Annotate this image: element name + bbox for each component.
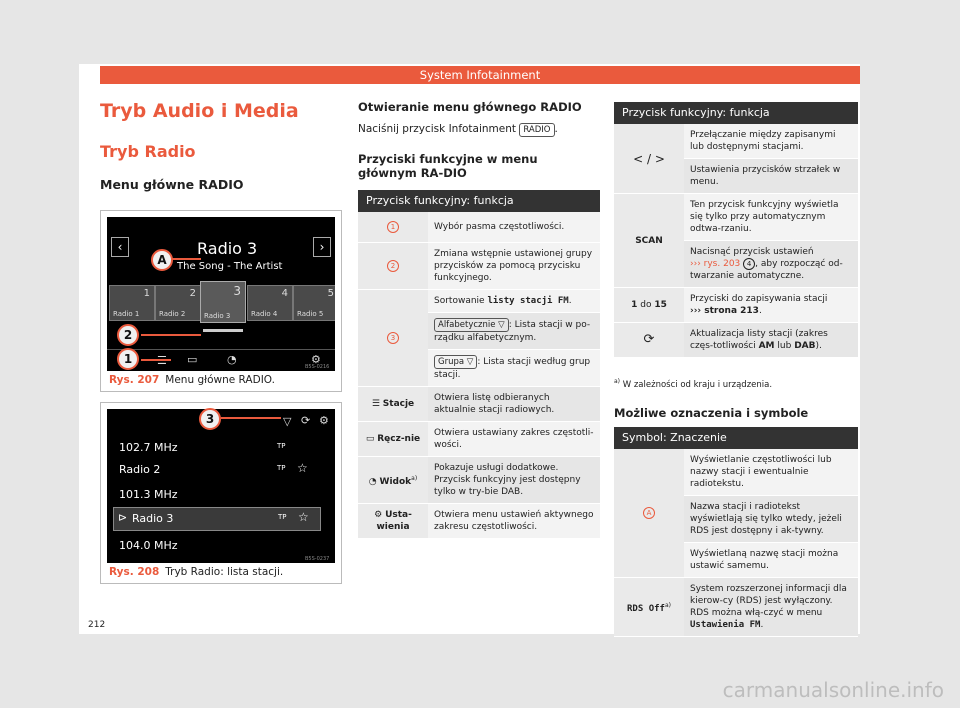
marker-1: 1 bbox=[117, 348, 139, 370]
favorite-star-icon: ☆ bbox=[298, 510, 309, 524]
row-text: Nazwa stacji i radiotekst wyświetlają się tylko wtedy, jeżeli RDS jest dostępny i ak-tywny. bbox=[684, 496, 858, 543]
radio-screen bbox=[107, 217, 335, 371]
sort-end: . bbox=[568, 296, 572, 306]
table-row bbox=[358, 212, 600, 243]
preset-text: Przyciski do zapisywania stacji bbox=[690, 294, 828, 304]
row-text: Ustawienia przycisków strzałek w menu. bbox=[684, 159, 858, 194]
tp-badge: TP bbox=[277, 442, 286, 450]
row-text: Przełączanie między zapisanymi lub dostępnymi stacjami. bbox=[684, 124, 858, 159]
preset-num: 5 bbox=[327, 288, 334, 299]
footnote-ref: a) bbox=[411, 474, 418, 482]
row-text: Zmiana wstępnie ustawionej grupy przycisków za pomocą przycisku funkcyjnego. bbox=[428, 243, 600, 290]
alphabetical-text: : Lista stacji w po-rządku alfabetycznym. bbox=[434, 320, 591, 343]
tp-badge: TP bbox=[277, 464, 286, 472]
caption-text: Tryb Radio: lista stacji. bbox=[165, 566, 284, 578]
refresh-icon: ⟳ bbox=[301, 414, 311, 427]
favorite-star-icon: ☆ bbox=[297, 461, 308, 475]
preset-from: 1 bbox=[631, 300, 638, 310]
view-icon: ◔ bbox=[368, 476, 377, 487]
table-row bbox=[614, 288, 858, 323]
scan-instruction: Nacisnąć przycisk ustawień bbox=[690, 247, 814, 257]
figure-reference: ››› rys. 203 bbox=[690, 259, 741, 269]
table-row bbox=[614, 194, 858, 241]
preset-label: Radio 3 bbox=[204, 312, 231, 320]
station-row bbox=[107, 459, 335, 481]
section-title-function-buttons: Przyciski funkcyjne w menu głównym RA-DIO bbox=[358, 152, 538, 180]
preset-tile bbox=[293, 285, 335, 321]
key-2 bbox=[358, 243, 428, 290]
table-row bbox=[614, 578, 858, 637]
marker-2: 2 bbox=[117, 324, 139, 346]
rds-text: System rozszerzonej informacji dla kierow-cy (RDS) jest wyłączony. RDS można włą-czyć w menu bbox=[690, 584, 847, 618]
play-icon: ⊳ bbox=[118, 511, 128, 524]
rds-off-label: RDS Off bbox=[627, 603, 665, 614]
row-text: Otwiera ustawiany zakres częstotli-wości. bbox=[428, 422, 600, 457]
footnote bbox=[614, 378, 772, 390]
preset-tile bbox=[247, 285, 293, 321]
table-row bbox=[358, 457, 600, 504]
update-end: ). bbox=[815, 341, 822, 351]
station-name: Radio 2 bbox=[119, 463, 161, 476]
tp-badge: TP bbox=[278, 513, 287, 521]
preset-num: 4 bbox=[281, 288, 288, 299]
key-stations bbox=[358, 387, 428, 422]
row-text: Otwiera listę odbieranych aktualnie stacji radiowych. bbox=[428, 387, 600, 422]
station-row-selected bbox=[113, 507, 321, 531]
function-table-right bbox=[614, 102, 858, 358]
row-text: Ten przycisk funkcyjny wyświetla się tylko przy automatycznym odtwa-rzaniu. bbox=[684, 194, 858, 241]
preset-bar bbox=[203, 329, 243, 332]
station-list-screen bbox=[107, 409, 335, 563]
row-text bbox=[684, 288, 858, 323]
page-reference: ››› strona 213 bbox=[690, 306, 759, 316]
key-rds-off bbox=[614, 578, 684, 637]
open-menu-end: . bbox=[554, 123, 558, 135]
heading-2: Tryb Radio bbox=[100, 142, 196, 161]
section-title-symbols: Możliwe oznaczenia i symbole bbox=[614, 406, 809, 420]
figure-code: B5S-0237 bbox=[305, 556, 330, 562]
key-3 bbox=[358, 290, 428, 387]
next-station-icon: › bbox=[313, 237, 331, 257]
table-header: Przycisk funkcyjny: funkcja bbox=[358, 190, 600, 212]
footnote-ref: a) bbox=[664, 601, 671, 609]
preset-to-word: do bbox=[640, 300, 652, 310]
station-title: Radio 3 bbox=[197, 239, 258, 258]
list-icon: ☰ bbox=[371, 399, 380, 409]
group-button: Grupa ▽ bbox=[434, 355, 477, 369]
rds-text-end: . bbox=[760, 620, 764, 630]
row-text bbox=[684, 323, 858, 358]
open-menu-instruction: Naciśnij przycisk Infotainment bbox=[358, 123, 517, 135]
figure-caption bbox=[109, 374, 275, 386]
preset-label: Radio 1 bbox=[113, 310, 140, 318]
manual-icon: ▭ bbox=[365, 434, 375, 444]
table-header: Przycisk funkcyjny: funkcja bbox=[614, 102, 858, 124]
circled-number-3: 3 bbox=[387, 332, 399, 344]
refresh-icon: ⟳ bbox=[614, 323, 684, 358]
open-menu-text bbox=[358, 122, 558, 137]
marker-a: A bbox=[151, 249, 173, 271]
alphabetical-button: Alfabetycznie ▽ bbox=[434, 318, 509, 332]
figure-radio-main bbox=[100, 210, 342, 392]
heading-3: Menu główne RADIO bbox=[100, 177, 244, 192]
symbol-table bbox=[614, 427, 858, 637]
key-a bbox=[614, 449, 684, 578]
marker-3: 3 bbox=[199, 408, 221, 430]
callout-line-1 bbox=[141, 359, 171, 361]
preset-num: 2 bbox=[189, 288, 196, 299]
preset-tile bbox=[155, 285, 201, 321]
circled-letter-a: A bbox=[643, 507, 655, 519]
caption-number: Rys. 207 bbox=[109, 374, 160, 386]
update-or: lub bbox=[777, 341, 792, 351]
filter-icon: ▽ bbox=[283, 415, 292, 428]
row-text: Wybór pasma częstotliwości. bbox=[428, 212, 600, 243]
table-row bbox=[614, 323, 858, 358]
preset-label: Radio 2 bbox=[159, 310, 186, 318]
footnote-mark: a) bbox=[614, 378, 621, 385]
table-row bbox=[358, 422, 600, 457]
preset-label: Radio 5 bbox=[297, 310, 324, 318]
station-name: 102.7 MHz bbox=[119, 441, 178, 454]
caption-number: Rys. 208 bbox=[109, 566, 160, 578]
station-subtitle: The Song - The Artist bbox=[177, 261, 283, 272]
key-settings bbox=[358, 504, 428, 539]
key-label: Widok bbox=[379, 476, 412, 487]
station-name: 101.3 MHz bbox=[119, 488, 178, 501]
caption-text: Menu główne RADIO. bbox=[165, 374, 275, 386]
update-text: Aktualizacja listy stacji (zakres częs-totliwości bbox=[690, 329, 828, 351]
station-name: 104.0 MHz bbox=[119, 539, 178, 552]
key-label: Ręcz-nie bbox=[377, 434, 421, 444]
circled-number-2: 2 bbox=[387, 260, 399, 272]
callout-line-2 bbox=[141, 334, 201, 336]
settings-icon: ⚙ bbox=[311, 353, 321, 366]
station-row bbox=[107, 437, 335, 459]
am-label: AM bbox=[758, 341, 775, 351]
row-text: Wyświetlaną nazwę stacji można ustawić samemu. bbox=[684, 543, 858, 578]
row-text bbox=[428, 313, 600, 350]
settings-icon: ⚙ bbox=[374, 510, 383, 520]
row-text bbox=[428, 290, 600, 313]
page-header: System Infotainment bbox=[100, 66, 860, 84]
watermark: carmanualsonline.info bbox=[722, 678, 944, 702]
radio-key: RADIO bbox=[519, 123, 554, 137]
prev-station-icon: ‹ bbox=[111, 237, 129, 257]
key-manual bbox=[358, 422, 428, 457]
table-row bbox=[358, 290, 600, 313]
manual-tuning-icon: ▭ bbox=[187, 353, 198, 366]
circled-number-1: 1 bbox=[387, 221, 399, 233]
section-title-open-menu: Otwieranie menu głównego RADIO bbox=[358, 100, 582, 114]
figure-code: B5S-0216 bbox=[305, 364, 330, 370]
preset-label: Radio 4 bbox=[251, 310, 278, 318]
key-arrows: < / > bbox=[614, 124, 684, 194]
callout-line-a bbox=[171, 258, 201, 260]
dab-label: DAB bbox=[794, 341, 816, 351]
preset-text-end: . bbox=[758, 306, 762, 316]
scan-instruction-end: , aby rozpocząć od-twarzanie automatyczne. bbox=[690, 259, 843, 281]
group-text: : Lista stacji według grup stacji. bbox=[434, 357, 591, 380]
row-text bbox=[428, 350, 600, 387]
key-scan: SCAN bbox=[614, 194, 684, 288]
station-row bbox=[107, 484, 335, 506]
sort-label: Sortowanie bbox=[434, 296, 485, 306]
preset-tile bbox=[109, 285, 155, 321]
preset-separator bbox=[107, 349, 335, 350]
preset-num: 3 bbox=[233, 284, 241, 298]
key-view bbox=[358, 457, 428, 504]
page-number: 212 bbox=[88, 620, 106, 630]
settings-icon: ⚙ bbox=[319, 414, 329, 427]
table-row bbox=[358, 504, 600, 539]
sort-target: listy stacji FM bbox=[487, 296, 569, 306]
table-row bbox=[358, 387, 600, 422]
table-row bbox=[614, 449, 858, 496]
row-text: Wyświetlanie częstotliwości lub nazwy stacji i ewentualnie radiotekstu. bbox=[684, 449, 858, 496]
row-text: Pokazuje usługi dodatkowe. Przycisk funkcyjny jest dostępny tylko w try-bie DAB. bbox=[428, 457, 600, 504]
callout-line-3 bbox=[221, 417, 281, 419]
footnote-text: W zależności od kraju i urządzenia. bbox=[622, 379, 773, 390]
station-row bbox=[107, 535, 335, 557]
function-table-left bbox=[358, 190, 600, 539]
row-text bbox=[684, 241, 858, 288]
preset-to: 15 bbox=[654, 300, 667, 310]
row-text bbox=[684, 578, 858, 637]
figure-caption bbox=[109, 566, 283, 578]
preset-tile-selected bbox=[200, 281, 246, 323]
row-text: Otwiera menu ustawień aktywnego zakresu częstotliwości. bbox=[428, 504, 600, 539]
view-icon: ◔ bbox=[227, 353, 237, 366]
key-label: Stacje bbox=[382, 399, 415, 409]
key-1 bbox=[358, 212, 428, 243]
settings-fm-label: Ustawienia FM bbox=[690, 620, 761, 630]
table-row bbox=[358, 243, 600, 290]
figure-station-list bbox=[100, 402, 342, 584]
table-header: Symbol: Znaczenie bbox=[614, 427, 858, 449]
station-name: Radio 3 bbox=[132, 512, 174, 525]
key-label: Usta-wienia bbox=[376, 510, 412, 532]
key-presets bbox=[614, 288, 684, 323]
table-row bbox=[614, 124, 858, 159]
heading-1: Tryb Audio i Media bbox=[100, 100, 299, 122]
circled-number-4: 4 bbox=[743, 258, 755, 270]
preset-num: 1 bbox=[143, 288, 150, 299]
